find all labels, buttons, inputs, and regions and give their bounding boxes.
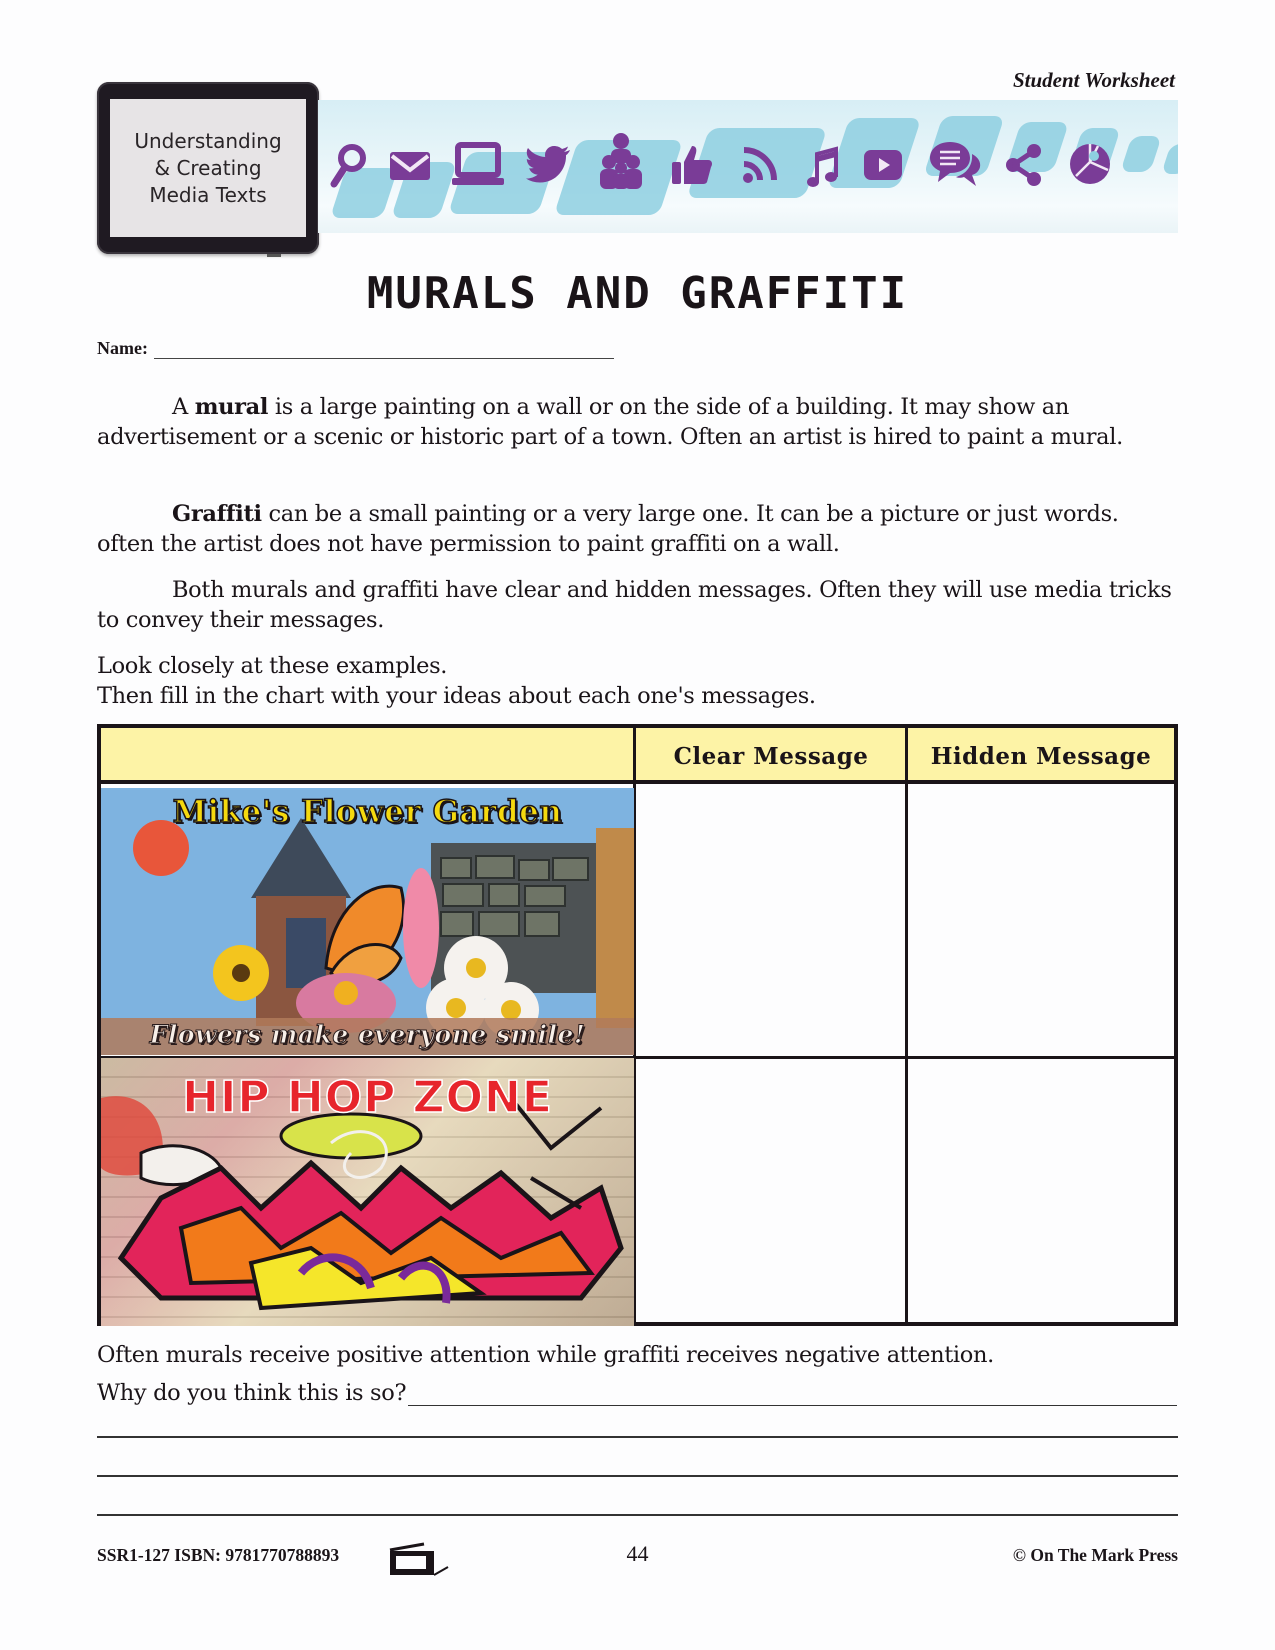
tablet-text-line-3: Media Texts xyxy=(149,182,267,207)
footer xyxy=(97,1541,1178,1571)
copyright: © On The Mark Press xyxy=(1012,1545,1178,1565)
tablet-text-line-1: Understanding xyxy=(134,128,282,153)
music-note-icon xyxy=(806,146,838,190)
term-graffiti: Graffiti xyxy=(172,501,262,527)
name-row xyxy=(97,338,614,359)
paragraph-text: Both murals and graffiti have clear and hidden messages. Often they will use media tricks to convey their messages. xyxy=(97,577,1172,633)
instruction-1: Look closely at these examples. xyxy=(97,653,448,679)
laptop-icon xyxy=(450,142,506,188)
answer-line-1[interactable] xyxy=(408,1384,1177,1406)
tablet-text-line-2: & Creating xyxy=(154,155,262,180)
footer-code: SSR1-127 ISBN: 9781770788893 xyxy=(97,1545,340,1565)
page-title: MURALS AND GRAFFITI xyxy=(366,268,909,319)
paragraph-text: is a large painting on a wall or on the side of a building. It may show an advertisement or a scenic or historic part of a town. Often an artist is hired to paint a mural. xyxy=(97,394,1123,450)
search-icon xyxy=(328,142,368,190)
paragraph-prefix: A xyxy=(172,394,195,420)
tablet-graphic xyxy=(97,82,319,254)
question-statement: Often murals receive positive attention while graffiti receives negative attention. xyxy=(97,1342,994,1368)
mural-title: Mike's Flower Garden xyxy=(172,794,563,830)
clear-message-cell-graffiti[interactable] xyxy=(636,1059,905,1326)
answer-line-4[interactable] xyxy=(97,1514,1178,1516)
question-prompt: Why do you think this is so? xyxy=(97,1380,407,1406)
tablet-screen xyxy=(110,99,306,237)
answer-line-2[interactable] xyxy=(97,1436,1178,1438)
thumbs-up-icon xyxy=(670,142,714,186)
page-number: 44 xyxy=(626,1541,649,1566)
hidden-message-cell-mural[interactable] xyxy=(908,788,1174,1056)
column-header-clear-message: Clear Message xyxy=(673,742,869,770)
name-label: Name: xyxy=(97,338,148,358)
globe-icon xyxy=(1068,142,1112,186)
share-icon xyxy=(1004,142,1044,188)
paragraph-text: can be a small painting or a very large one. It can be a picture or just words. often the artist does not have permission to paint graffiti on a wall. xyxy=(97,501,1119,557)
worksheet-label: Student Worksheet xyxy=(1012,68,1175,92)
paragraph-mural xyxy=(97,392,1177,452)
column-header-image xyxy=(101,728,634,784)
instruction-2: Then fill in the chart with your ideas about each one's messages. xyxy=(97,683,816,709)
mural-caption: Flowers make everyone smile! xyxy=(149,1020,586,1049)
name-input[interactable] xyxy=(154,341,614,359)
rss-icon xyxy=(740,144,778,186)
twitter-icon xyxy=(526,144,572,186)
column-header-hidden-message: Hidden Message xyxy=(930,742,1152,770)
mural-image xyxy=(101,788,634,1055)
hidden-message-cell-graffiti[interactable] xyxy=(908,1059,1174,1326)
graffiti-title: HIP HOP ZONE xyxy=(182,1072,553,1123)
graffiti-image xyxy=(101,1058,634,1326)
term-mural: mural xyxy=(194,394,269,420)
play-icon xyxy=(862,146,904,184)
media-banner xyxy=(318,100,1178,233)
message-chart-table xyxy=(97,724,1178,1326)
clear-message-cell-mural[interactable] xyxy=(636,788,905,1056)
paragraph-graffiti xyxy=(97,499,1177,559)
mail-icon xyxy=(388,148,432,184)
question-prompt-row xyxy=(97,1380,1177,1406)
answer-line-3[interactable] xyxy=(97,1475,1178,1477)
paragraph-messages xyxy=(97,575,1177,635)
tablet-home-button xyxy=(267,254,281,257)
chat-bubbles-icon xyxy=(928,138,982,188)
group-icon xyxy=(598,132,644,190)
